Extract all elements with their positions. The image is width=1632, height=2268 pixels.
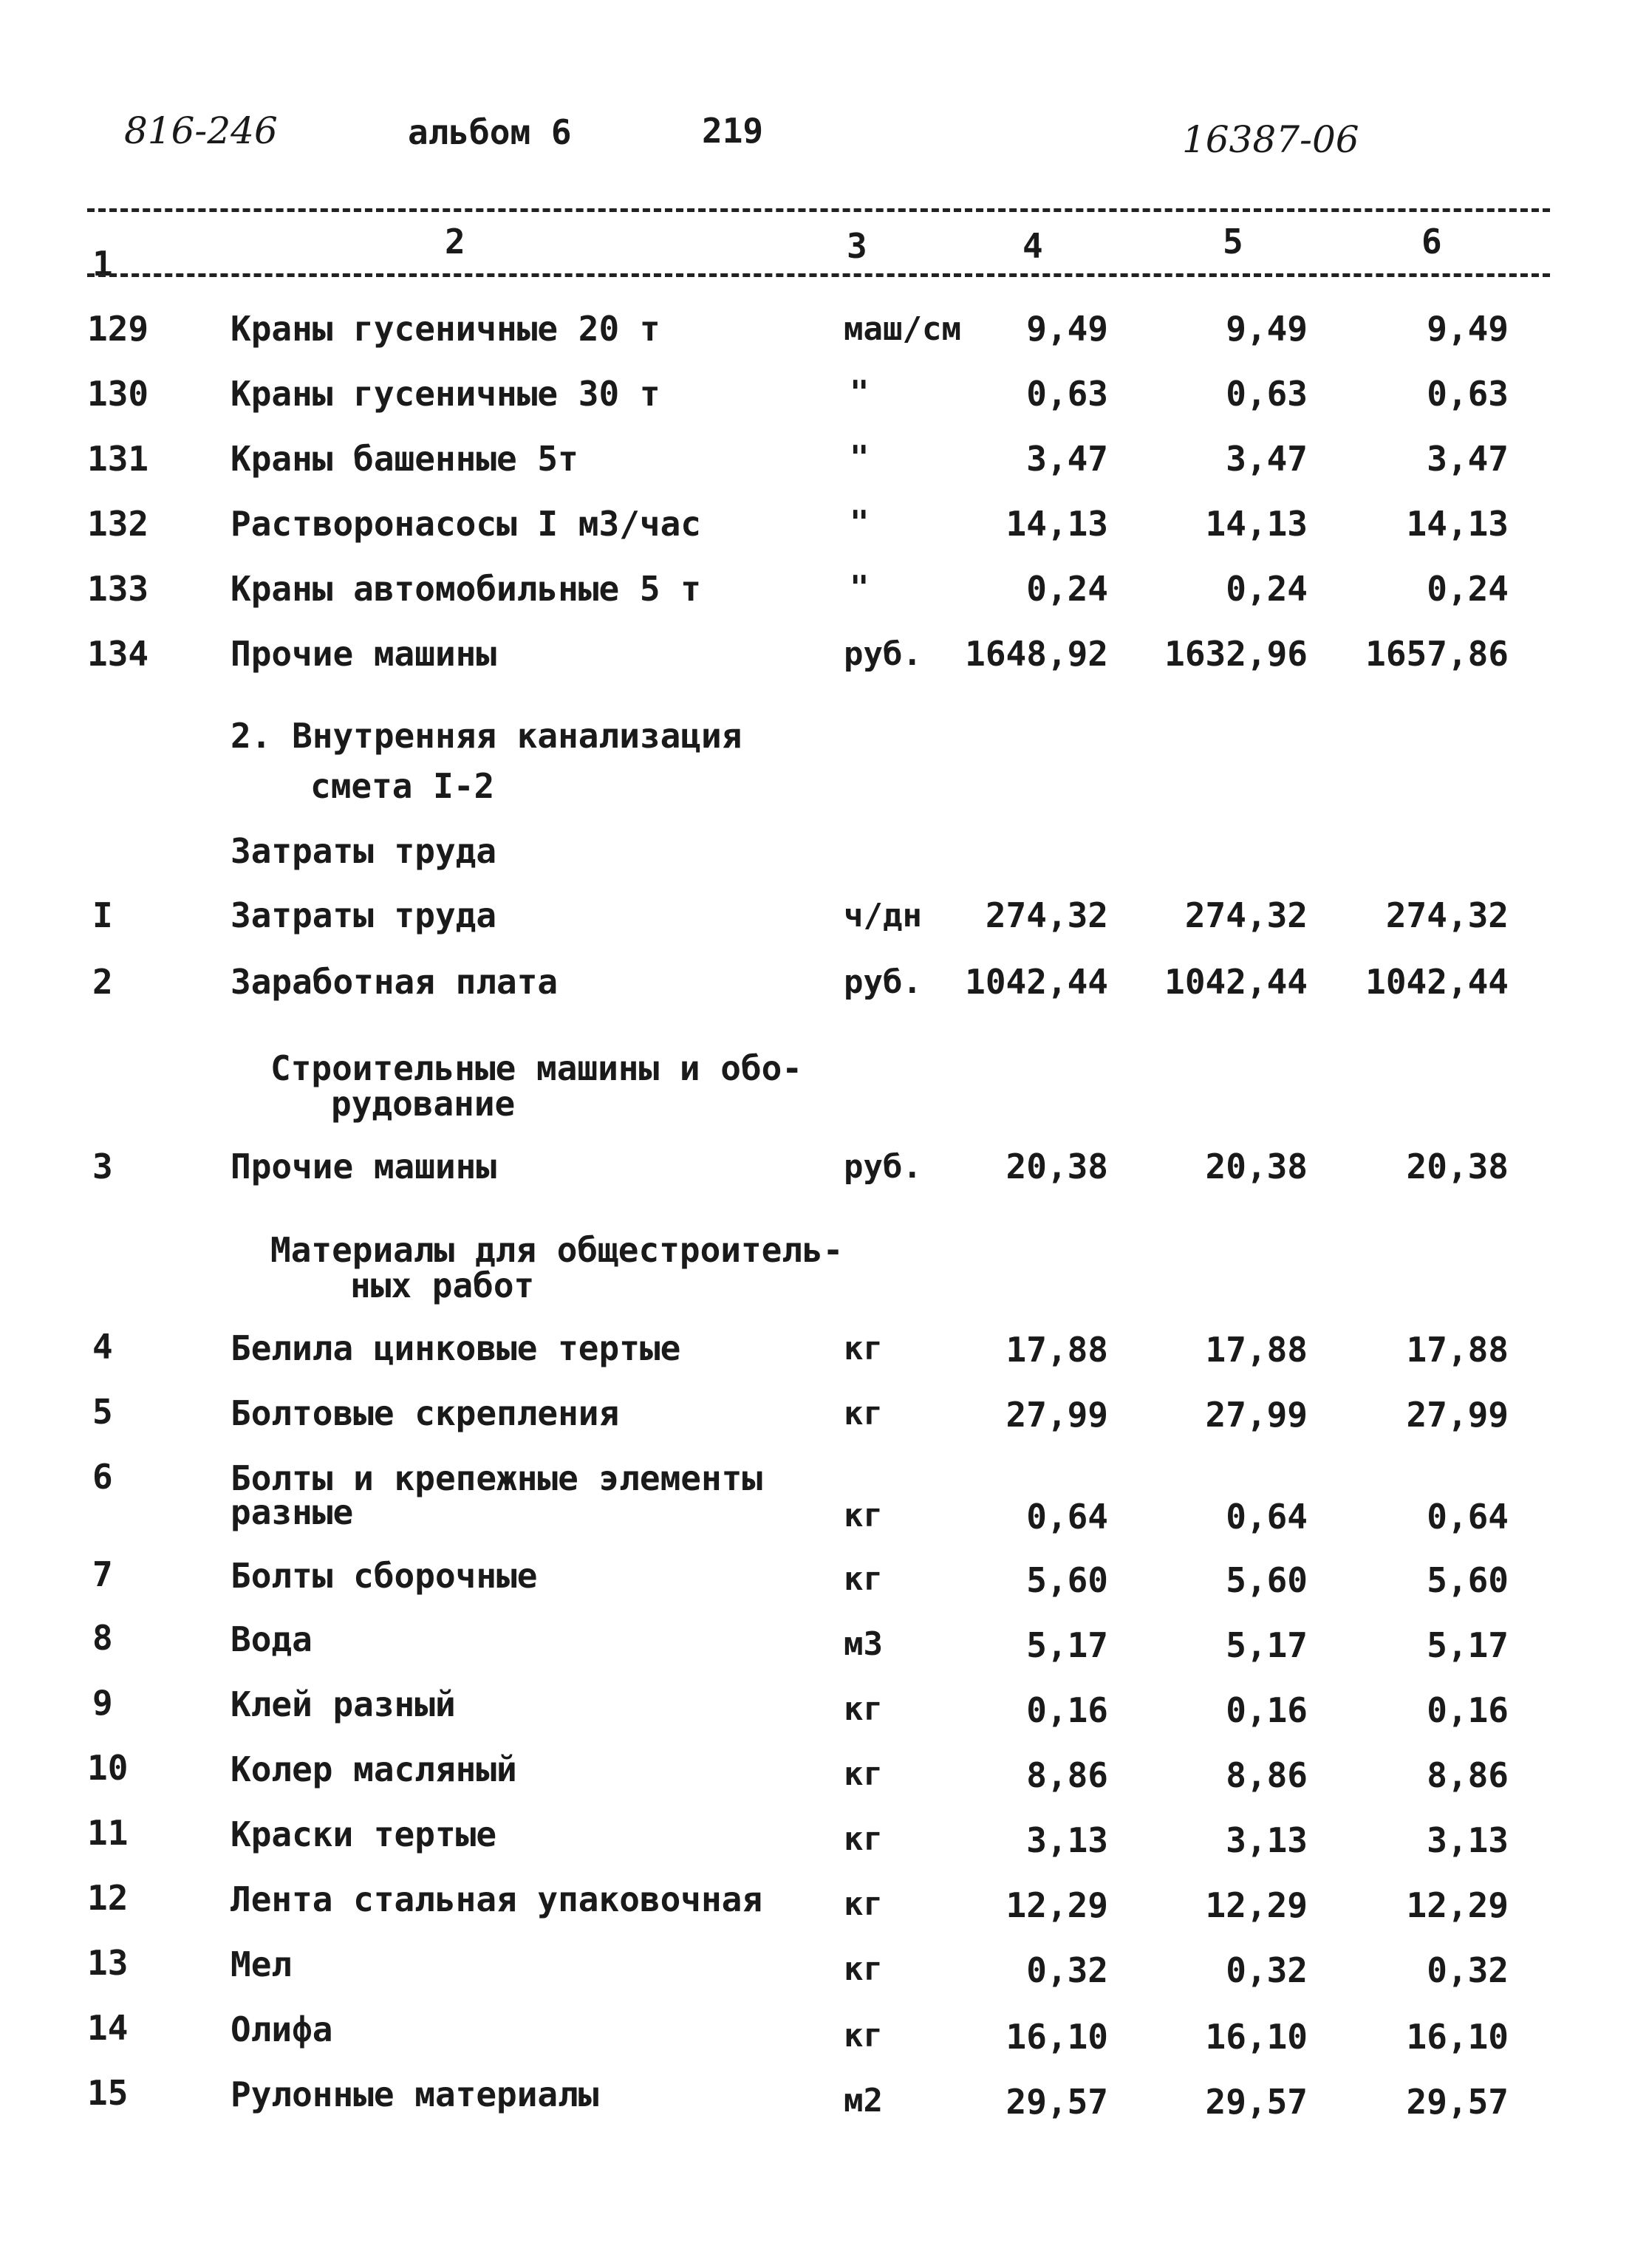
row-col6: 27,99 <box>1406 1395 1509 1435</box>
row-col5: 20,38 <box>1205 1147 1308 1186</box>
row-unit: " <box>850 569 870 607</box>
row-col4: 9,49 <box>1026 309 1108 349</box>
row-unit: " <box>850 374 870 411</box>
row-number: 12 <box>87 1878 129 1918</box>
row-col6: 0,32 <box>1427 1950 1509 1990</box>
row-col6: 14,13 <box>1406 504 1509 544</box>
subsection-machines-line2: рудование <box>331 1084 516 1124</box>
page-number: 219 <box>702 111 764 151</box>
header-top-rule <box>87 208 1550 212</box>
row-number: 3 <box>92 1147 113 1186</box>
row-number: 10 <box>87 1748 129 1788</box>
col-header-4: 4 <box>1022 226 1043 266</box>
row-col6: 3,47 <box>1427 439 1509 479</box>
row-unit: руб. <box>844 635 922 673</box>
row-col4: 3,47 <box>1026 439 1108 479</box>
row-col6: 1657,86 <box>1365 634 1509 674</box>
row-number: 6 <box>92 1457 113 1497</box>
row-col5: 9,49 <box>1226 309 1308 349</box>
col-header-2: 2 <box>445 222 465 262</box>
row-col6: 0,64 <box>1427 1497 1509 1537</box>
row-col4: 0,16 <box>1026 1690 1108 1730</box>
row-col6: 0,63 <box>1427 374 1509 414</box>
col-header-3: 3 <box>847 226 867 266</box>
row-col4: 14,13 <box>1006 504 1108 544</box>
row-number: 129 <box>87 309 149 349</box>
row-number: I <box>92 895 113 935</box>
row-unit: м3 <box>844 1625 883 1663</box>
row-col5: 3,13 <box>1226 1820 1308 1860</box>
row-name: Растворонасосы I м3/час <box>231 504 701 544</box>
row-col5: 29,57 <box>1205 2082 1308 2122</box>
row-name: Белила цинковые тертые <box>231 1328 681 1368</box>
row-col5: 5,17 <box>1226 1625 1308 1665</box>
row-unit: кг <box>844 1755 883 1793</box>
row-name: Мел <box>231 1944 293 1984</box>
row-name: Краны гусеничные 30 т <box>231 374 660 414</box>
row-number: 134 <box>87 634 149 674</box>
row-name: Прочие машины <box>231 1147 497 1186</box>
row-col4: 0,64 <box>1026 1497 1108 1537</box>
row-col6: 9,49 <box>1427 309 1509 349</box>
row-unit: " <box>850 439 870 477</box>
row-name: Олифа <box>231 2009 333 2049</box>
row-col4: 16,10 <box>1006 2017 1108 2057</box>
row-col6: 3,13 <box>1427 1820 1509 1860</box>
row-name: Вода <box>231 1619 313 1659</box>
row-name: Краны гусеничные 20 т <box>231 309 660 349</box>
row-col4: 0,32 <box>1026 1950 1108 1990</box>
row-name: Краны автомобильные 5 т <box>231 569 701 609</box>
row-col6: 8,86 <box>1427 1755 1509 1795</box>
col-header-1: 1 <box>92 244 113 284</box>
row-col5: 17,88 <box>1205 1330 1308 1370</box>
subsection-labor: Затраты труда <box>231 831 497 871</box>
row-unit: руб. <box>844 1148 922 1186</box>
document-number: 16387-06 <box>1182 118 1359 161</box>
row-col5: 0,63 <box>1226 374 1308 414</box>
row-col6: 17,88 <box>1406 1330 1509 1370</box>
row-unit: кг <box>844 2017 883 2054</box>
row-number: 4 <box>92 1327 113 1367</box>
row-number: 130 <box>87 374 149 414</box>
row-unit: кг <box>844 1950 883 1988</box>
row-col5: 1632,96 <box>1164 634 1308 674</box>
row-name: Болты и крепежные элементы <box>231 1458 763 1498</box>
row-col6: 29,57 <box>1406 2082 1509 2122</box>
col-header-6: 6 <box>1421 222 1442 262</box>
row-col4: 29,57 <box>1006 2082 1108 2122</box>
subsection-machines-line1: Строительные машины и обо- <box>270 1048 803 1088</box>
row-name: Болтовые скрепления <box>231 1393 620 1433</box>
header-bottom-rule <box>87 273 1550 277</box>
row-col5: 14,13 <box>1205 504 1308 544</box>
row-col5: 27,99 <box>1205 1395 1308 1435</box>
row-name: Болты сборочные <box>231 1556 538 1596</box>
row-col4: 0,63 <box>1026 374 1108 414</box>
row-number: 132 <box>87 504 149 544</box>
row-unit: ч/дн <box>844 897 922 935</box>
row-number: 13 <box>87 1943 129 1983</box>
row-col4: 5,17 <box>1026 1625 1108 1665</box>
row-name: Заработная плата <box>231 962 559 1002</box>
row-number: 14 <box>87 2008 129 2048</box>
row-col6: 5,17 <box>1427 1625 1509 1665</box>
row-col4: 1648,92 <box>965 634 1108 674</box>
row-unit: кг <box>844 1690 883 1728</box>
row-unit: маш/см <box>844 310 961 348</box>
row-col5: 16,10 <box>1205 2017 1308 2057</box>
row-unit: кг <box>844 1497 883 1534</box>
row-number: 7 <box>92 1554 113 1594</box>
row-col6: 20,38 <box>1406 1147 1509 1186</box>
row-number: 15 <box>87 2073 129 2113</box>
row-col5: 0,16 <box>1226 1690 1308 1730</box>
row-col5: 3,47 <box>1226 439 1308 479</box>
row-col6: 16,10 <box>1406 2017 1509 2057</box>
row-col4: 12,29 <box>1006 1885 1108 1925</box>
row-unit: кг <box>844 1560 883 1598</box>
doc-code: 816-246 <box>124 109 278 152</box>
row-name: Краны башенные 5т <box>231 439 578 479</box>
row-col6: 0,24 <box>1427 569 1509 609</box>
row-col5: 1042,44 <box>1164 962 1308 1002</box>
row-col4: 1042,44 <box>965 962 1108 1002</box>
row-col5: 0,32 <box>1226 1950 1308 1990</box>
row-col4: 274,32 <box>985 895 1108 935</box>
row-number: 131 <box>87 439 149 479</box>
row-name: Лента стальная упаковочная <box>231 1879 763 1919</box>
row-col4: 3,13 <box>1026 1820 1108 1860</box>
row-col5: 274,32 <box>1184 895 1308 935</box>
row-name: Клей разный <box>231 1684 456 1724</box>
row-col4: 0,24 <box>1026 569 1108 609</box>
row-number: 11 <box>87 1813 129 1853</box>
row-name: Затраты труда <box>231 895 497 935</box>
row-name-continued: разные <box>231 1492 354 1532</box>
row-number: 8 <box>92 1618 113 1658</box>
row-name: Прочие машины <box>231 634 497 674</box>
row-col5: 0,24 <box>1226 569 1308 609</box>
row-col5: 12,29 <box>1205 1885 1308 1925</box>
row-unit: " <box>850 504 870 542</box>
row-unit: кг <box>844 1330 883 1367</box>
row-col5: 0,64 <box>1226 1497 1308 1537</box>
section-title: 2. Внутренняя канализация <box>231 716 742 756</box>
row-number: 133 <box>87 569 149 609</box>
section-estimate: смета I-2 <box>310 766 495 806</box>
row-col6: 274,32 <box>1385 895 1509 935</box>
row-col4: 27,99 <box>1006 1395 1108 1435</box>
row-col6: 0,16 <box>1427 1690 1509 1730</box>
row-col4: 8,86 <box>1026 1755 1108 1795</box>
col-header-5: 5 <box>1223 222 1243 262</box>
row-number: 2 <box>92 962 113 1002</box>
row-name: Колер масляный <box>231 1749 517 1789</box>
row-unit: кг <box>844 1885 883 1923</box>
row-name: Рулонные материалы <box>231 2074 599 2114</box>
subsection-materials-line1: Материалы для общестроитель- <box>270 1230 844 1270</box>
row-unit: кг <box>844 1820 883 1858</box>
row-col6: 5,60 <box>1427 1560 1509 1600</box>
row-col6: 1042,44 <box>1365 962 1509 1002</box>
row-unit: руб. <box>844 963 922 1001</box>
row-col4: 20,38 <box>1006 1147 1108 1186</box>
row-number: 5 <box>92 1392 113 1432</box>
row-col4: 17,88 <box>1006 1330 1108 1370</box>
row-col6: 12,29 <box>1406 1885 1509 1925</box>
row-col4: 5,60 <box>1026 1560 1108 1600</box>
row-number: 9 <box>92 1683 113 1723</box>
album-label: альбом 6 <box>408 112 572 152</box>
subsection-materials-line2: ных работ <box>350 1265 535 1305</box>
row-col5: 8,86 <box>1226 1755 1308 1795</box>
row-name: Краски тертые <box>231 1814 497 1854</box>
row-unit: кг <box>844 1395 883 1432</box>
row-col5: 5,60 <box>1226 1560 1308 1600</box>
row-unit: м2 <box>844 2082 883 2120</box>
